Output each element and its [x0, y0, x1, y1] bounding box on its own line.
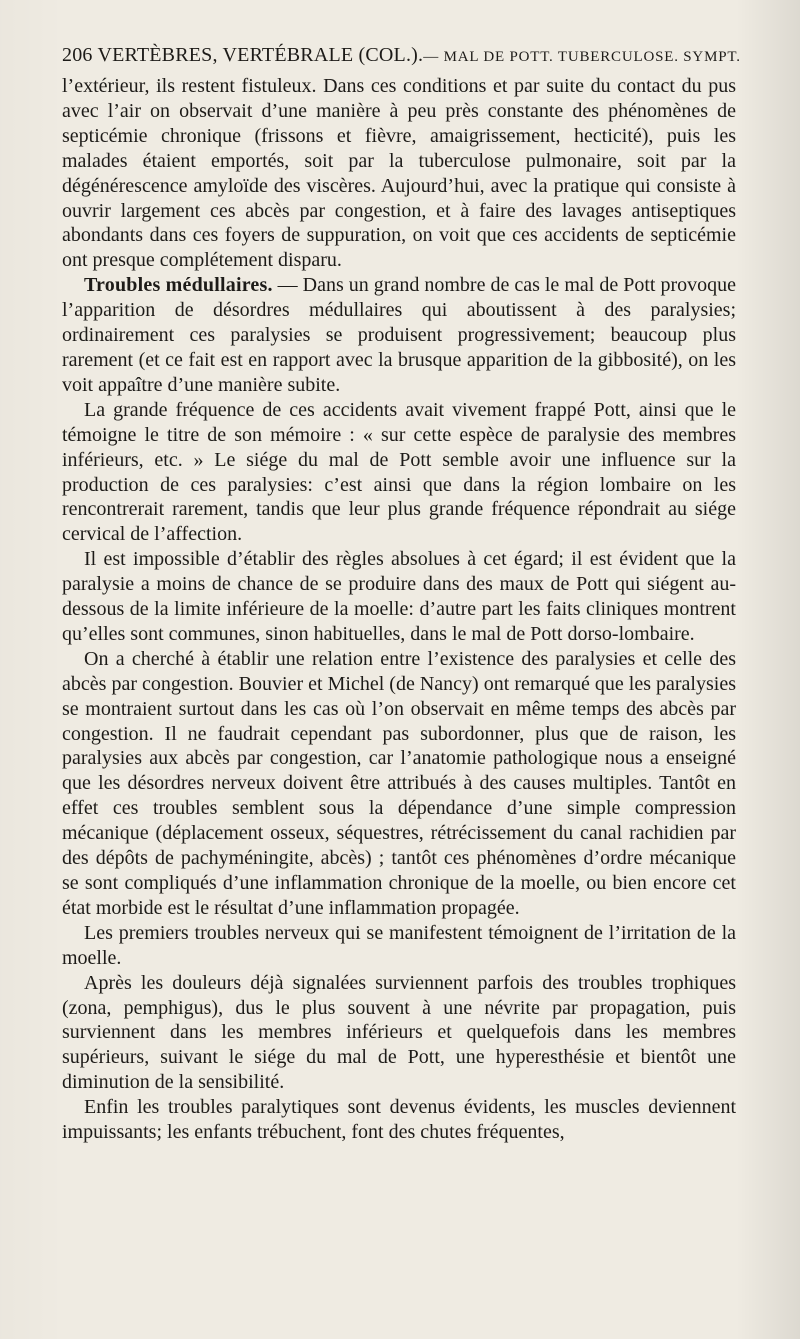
page-content [62, 40, 741, 1145]
section-title-troubles-medullaires: Troubles médullaires. [84, 274, 273, 297]
paragraph-5: On a cherché à établir une relation entre l’existence des paralysies et celle des abcès par congestion. Bouvier et Michel (de Nancy) ont remarqué que les paralysies se montraient surtout dans les cas où l’on observait en même temps des abcès par congestion. Il ne faudrait cependant pas subordonner, plus que de raison, les paralysies aux abcès par congestion, car l’anatomie pathologique nous a enseigné que les désordres nerveux doivent être attribués à des causes multiples. Tantôt en effet ces troubles semblent sous la dépendance d’une simple compression mécanique (déplacement osseux, séquestres, rétrécissement du canal rachidien par des dépôts de pachyméningite, abcès) ; tantôt ces phénomènes d’ordre mécanique se sont compliqués d’une inflammation chronique de la moelle, ou bien encore cet état morbide est le résultat d’une inflammation propagée. [62, 647, 736, 919]
paragraph-1: l’extérieur, ils restent fistuleux. Dans ces conditions et par suite du contact du pus avec l’air on observait d’une manière à peu près constante des phénomènes de septicémie chronique (frissons et fièvre, amaigrissement, hecticité), puis les malades étaient emportés, soit par la tuberculose pulmonaire, soit par la dégénérescence amyloïde des viscères. Aujourd’hui, avec la pratique qui consiste à ouvrir largement ces abcès par congestion, et à faire des lavages antiseptiques abondants dans ces foyers de suppuration, on voit que ces accidents de septicémie ont presque complétement disparu. [62, 75, 736, 272]
paragraph-7: Après les douleurs déjà signalées surviennent parfois des troubles trophiques (zona, pemphigus), dus le plus souvent à une névrite par propagation, puis surviennent dans les membres inférieurs et quelquefois dans les membres supérieurs, suivant le siége du mal de Pott, une hyperesthésie et bientôt une diminution de la sensibilité. [62, 971, 736, 1094]
paragraph-2 [62, 273, 736, 398]
paragraph-2-text: — Dans un grand nombre de cas le mal de Pott provoque l’apparition de désordres médullaires qui aboutissent à des paralysies; ordinairement ces paralysies se produisent progressivement; beaucoup plus rarement (et ce fait est en rapport avec la brusque apparition de la gibbosité), on les voit appaître d’une manière subite. [62, 274, 736, 396]
header-right: — MAL DE POTT. TUBERCULOSE. SYMPT. [423, 49, 741, 65]
paragraph-3: La grande fréquence de ces accidents avait vivement frappé Pott, ainsi que le témoigne le titre de son mémoire : « sur cette espèce de paralysie des membres inférieurs, etc. » Le siége du mal de Pott semble avoir une influence sur la production de ces paralysies: c’est ainsi que dans la région lombaire on les rencontrerait rarement, tandis que leur plus grande fréquence répondrait au siége cervical de l’affection. [62, 398, 736, 546]
body-text [62, 74, 736, 1145]
paragraph-8: Enfin les troubles paralytiques sont devenus évidents, les muscles deviennent impuissants; les enfants trébuchent, font des chutes fréquentes, [62, 1096, 736, 1144]
paragraph-6: Les premiers troubles nerveux qui se manifestent témoignent de l’irritation de la moelle. [62, 921, 736, 969]
running-header [62, 40, 741, 72]
header-left: 206 VERTÈBRES, VERTÉBRALE (COL.). [62, 44, 424, 66]
paragraph-4: Il est impossible d’établir des règles absolues à cet égard; il est évident que la paralysie a moins de chance de se produire dans des maux de Pott qui siégent au-dessous de la limite inférieure de la moelle: d’autre part les faits cliniques montrent qu’elles sont communes, sinon habituelles, dans le mal de Pott dorso-lombaire. [62, 548, 736, 645]
